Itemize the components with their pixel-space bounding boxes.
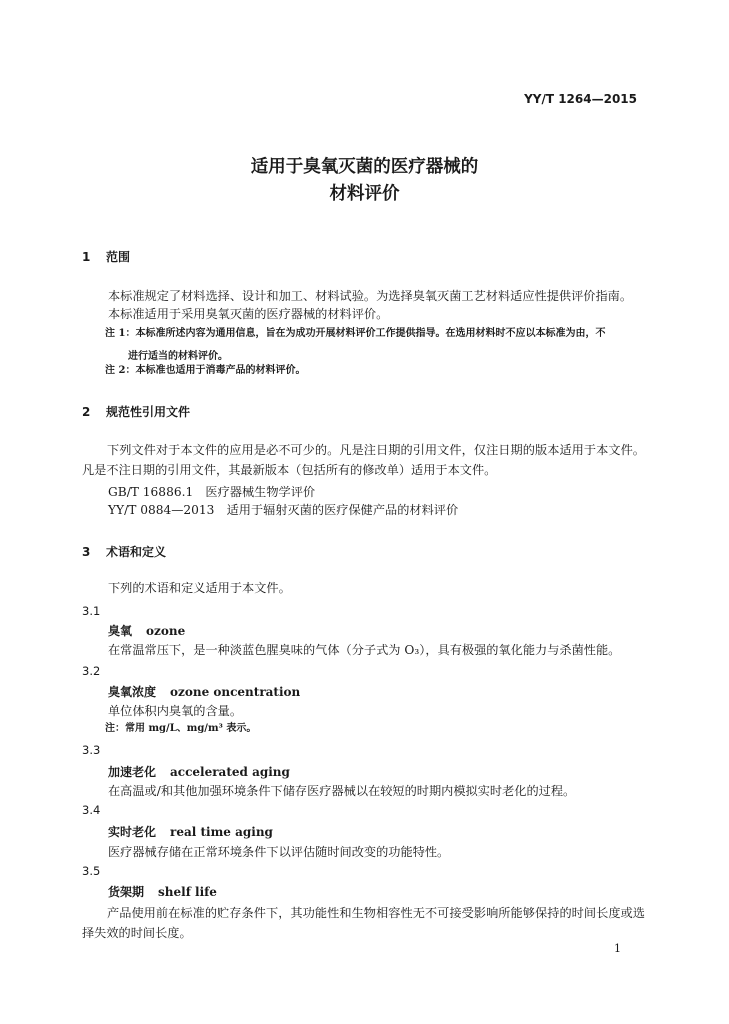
section-title: 范围 bbox=[106, 250, 131, 264]
scope-note-1-continued: 进行适当的材料评价。 bbox=[128, 351, 228, 362]
term-definition: 在常温常压下，是一种淡蓝色腥臭味的气体（分子式为 O₃），具有极强的氧化能力与杀菌性能。 bbox=[108, 643, 621, 657]
section-number: 3 bbox=[82, 545, 91, 559]
scope-paragraph-1: 本标准规定了材料选择、设计和加工、材料试验。为选择臭氧灭菌工艺材料适应性提供评价指南。 bbox=[108, 289, 633, 303]
term-zh: 实时老化 bbox=[108, 825, 157, 839]
term-zh: 臭氧 bbox=[108, 624, 133, 638]
section-1-heading bbox=[82, 248, 130, 265]
terms-intro: 下列的术语和定义适用于本文件。 bbox=[108, 581, 291, 595]
term-number: 3.4 bbox=[82, 803, 101, 817]
title-line-1: 适用于臭氧灭菌的医疗器械的 bbox=[250, 157, 479, 177]
term-definition: 医疗器械存储在正常环境条件下以评估随时间改变的功能特性。 bbox=[108, 845, 450, 859]
term-number: 3.3 bbox=[82, 743, 101, 757]
term-number: 3.5 bbox=[82, 864, 101, 878]
section-3-heading bbox=[82, 543, 166, 560]
term-heading bbox=[108, 622, 185, 639]
term-number: 3.1 bbox=[82, 604, 101, 618]
section-number: 2 bbox=[82, 405, 91, 419]
term-en: ozone oncentration bbox=[170, 685, 301, 699]
section-title: 术语和定义 bbox=[106, 545, 167, 559]
scope-paragraph-2: 本标准适用于采用臭氧灭菌的医疗器械的材料评价。 bbox=[108, 307, 389, 321]
term-en: shelf life bbox=[158, 885, 217, 899]
term-note: 注：常用 mg/L、mg/m³ 表示。 bbox=[105, 723, 257, 734]
page-number: 1 bbox=[614, 942, 621, 955]
scope-note-2: 注 2：本标准也适用于消毒产品的材料评价。 bbox=[105, 365, 306, 376]
section-title: 规范性引用文件 bbox=[106, 405, 191, 419]
term-zh: 货架期 bbox=[108, 885, 145, 899]
scope-note-1: 注 1：本标准所述内容为通用信息，旨在为成功开展材料评价工作提供指导。在选用材料时不应以本标准为由，不 bbox=[105, 328, 606, 339]
reference-item-1: GB/T 16886.1 医疗器械生物学评价 bbox=[108, 485, 316, 499]
term-number: 3.2 bbox=[82, 664, 101, 678]
term-heading bbox=[108, 823, 273, 840]
term-en: real time aging bbox=[170, 825, 273, 839]
term-definition: 单位体积内臭氧的含量。 bbox=[108, 704, 243, 718]
term-zh: 臭氧浓度 bbox=[108, 685, 157, 699]
term-heading bbox=[108, 683, 300, 700]
title-line-2: 材料评价 bbox=[329, 184, 400, 204]
section-2-heading bbox=[82, 403, 190, 420]
term-heading bbox=[108, 763, 290, 780]
term-en: accelerated aging bbox=[170, 765, 290, 779]
term-definition: 产品使用前在标准的贮存条件下，其功能性和生物相容性无不可接受影响所能够保持的时间长度或选择失效的时间长度。 bbox=[82, 906, 645, 940]
term-heading bbox=[108, 883, 217, 900]
section-number: 1 bbox=[82, 250, 91, 264]
document-title bbox=[0, 154, 729, 208]
standard-code: YY/T 1264—2015 bbox=[524, 92, 637, 106]
term-definition: 在高温或/和其他加强环境条件下储存医疗器械以在较短的时期内模拟实时老化的过程。 bbox=[108, 784, 576, 798]
references-intro: 下列文件对于本文件的应用是必不可少的。凡是注日期的引用文件，仅注日期的版本适用于本文件。凡是不注日期的引用文件，其最新版本（包括所有的修改单）适用于本文件。 bbox=[82, 443, 645, 477]
reference-item-2: YY/T 0884—2013 适用于辐射灭菌的医疗保健产品的材料评价 bbox=[108, 503, 459, 517]
term-en: ozone bbox=[146, 624, 186, 638]
term-zh: 加速老化 bbox=[108, 765, 157, 779]
